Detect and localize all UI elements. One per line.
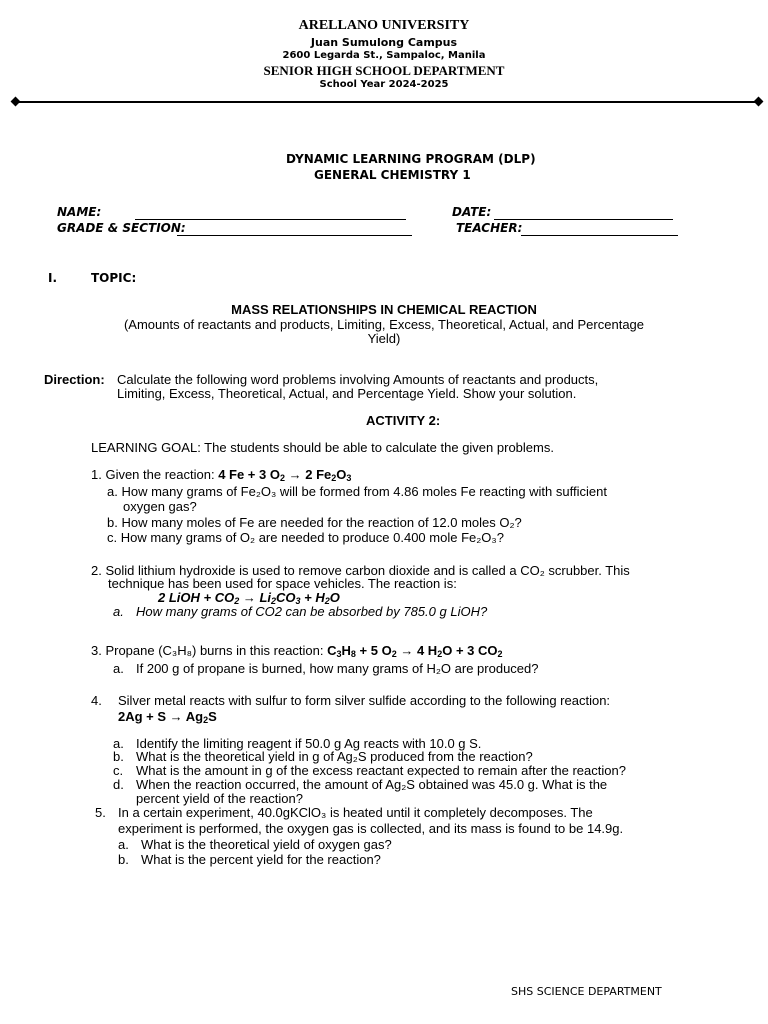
problem-5b-marker: b. <box>118 852 129 867</box>
problem-3-stem <box>91 643 503 658</box>
problem-1a-line1: a. How many grams of Fe₂O₃ will be formed from 4.86 moles Fe reacting with sufficient <box>107 484 607 499</box>
campus-name: Juan Sumulong Campus <box>310 36 458 49</box>
topic-subtitle-line1: (Amounts of reactants and products, Limiting, Excess, Theoretical, Actual, and Percentage <box>123 317 645 332</box>
problem-4d-line2: percent yield of the reaction? <box>136 791 303 806</box>
school-year: School Year 2024-2025 <box>319 79 449 90</box>
problem-5-number: 5. <box>95 805 106 820</box>
topic-title: MASS RELATIONSHIPS IN CHEMICAL REACTION <box>231 302 537 317</box>
name-field[interactable] <box>135 219 406 220</box>
teacher-field[interactable] <box>521 235 678 236</box>
problem-2a: How many grams of CO2 can be absorbed by 785.0 g LiOH? <box>136 604 488 619</box>
problem-3a-marker: a. <box>113 661 124 676</box>
direction-label: Direction: <box>44 372 105 387</box>
name-label: NAME: <box>57 205 102 219</box>
problem-1b: b. How many moles of Fe are needed for the reaction of 12.0 moles O₂? <box>107 515 522 530</box>
department-name: SENIOR HIGH SCHOOL DEPARTMENT <box>263 63 505 78</box>
direction-line2: Limiting, Excess, Theoretical, Actual, and Percentage Yield. Show your solution. <box>117 386 577 401</box>
teacher-label: TEACHER: <box>456 221 523 235</box>
problem-4c-marker: c. <box>113 763 124 778</box>
problem-2-line1: 2. Solid lithium hydroxide is used to remove carbon dioxide and is called a CO₂ scrubber. This <box>91 563 630 578</box>
problem-4c: What is the amount in g of the excess reactant expected to remain after the reaction? <box>136 763 626 778</box>
activity-title: ACTIVITY 2: <box>366 413 441 428</box>
footer-department: SHS SCIENCE DEPARTMENT <box>511 985 662 998</box>
program-title: DYNAMIC LEARNING PROGRAM (DLP) <box>286 152 536 166</box>
problem-1-prefix: 1. Given the reaction: <box>91 467 219 482</box>
divider-end-right <box>754 97 764 107</box>
date-label: DATE: <box>452 205 492 219</box>
problem-1a-line2: oxygen gas? <box>123 499 197 514</box>
topic-label: TOPIC: <box>91 271 137 285</box>
problem-4-equation: $2Ag + S \to Ag_2S$ <box>118 709 217 725</box>
program-subject: GENERAL CHEMISTRY 1 <box>314 168 471 182</box>
problem-5-line1: In a certain experiment, 40.0gKClO₃ is heated until it completely decomposes. The <box>118 805 593 820</box>
date-field[interactable] <box>494 219 673 220</box>
problem-3a: If 200 g of propane is burned, how many grams of H₂O are produced? <box>136 661 539 676</box>
problem-4d: When the reaction occurred, the amount of Ag₂S obtained was 45.0 g. What is the <box>136 777 608 792</box>
problem-5-line2: experiment is performed, the oxygen gas is collected, and its mass is found to be 14.9g. <box>118 821 624 836</box>
problem-4a: Identify the limiting reagent if 50.0 g Ag reacts with 10.0 g S. <box>136 736 482 751</box>
grade-section-label: GRADE & SECTION: <box>57 221 186 235</box>
header-divider <box>16 101 758 103</box>
problem-4-number: 4. <box>91 693 102 708</box>
problem-3-equation: $C_3H_8 + 5$ $O_2 \to 4$ $H_2O + 3$ $CO_2$ <box>327 643 503 659</box>
grade-section-field[interactable] <box>177 235 412 236</box>
problem-1c: c. How many grams of O₂ are needed to produce 0.400 mole Fe₂O₃? <box>107 530 504 545</box>
problem-2-equation: 2 LiOH + $CO_2 \to Li_2CO_3 + H_2O$ <box>158 590 340 606</box>
problem-4-line1: Silver metal reacts with sulfur to form silver sulfide according to the following reaction: <box>118 693 611 708</box>
problem-4d-marker: d. <box>113 777 124 792</box>
problem-4a-marker: a. <box>113 736 124 751</box>
problem-5b: What is the percent yield for the reaction? <box>141 852 381 867</box>
problem-1-equation: 4 Fe + 3 $O_2 \to 2$ $Fe_2O_3$ <box>218 467 352 483</box>
problem-4b-marker: b. <box>113 749 124 764</box>
problem-4b: What is the theoretical yield in g of Ag₂S produced from the reaction? <box>136 749 533 764</box>
problem-2a-marker: a. <box>113 604 124 619</box>
section-number: I. <box>48 271 58 285</box>
direction-line1: Calculate the following word problems involving Amounts of reactants and products, <box>117 372 599 387</box>
topic-subtitle-line2: Yield) <box>367 331 401 346</box>
problem-5a-marker: a. <box>118 837 129 852</box>
divider-end-left <box>11 97 21 107</box>
learning-goal: LEARNING GOAL: The students should be able to calculate the given problems. <box>91 440 554 455</box>
problem-2-line2: technique has been used for space vehicles. The reaction is: <box>108 576 457 591</box>
problem-5a: What is the theoretical yield of oxygen gas? <box>141 837 392 852</box>
campus-address: 2600 Legarda St., Sampaloc, Manila <box>282 50 486 61</box>
problem-3-prefix: 3. Propane (C₃H₈) burns in this reaction: <box>91 643 328 658</box>
university-name: ARELLANO UNIVERSITY <box>298 18 470 33</box>
problem-1-stem <box>91 467 351 482</box>
